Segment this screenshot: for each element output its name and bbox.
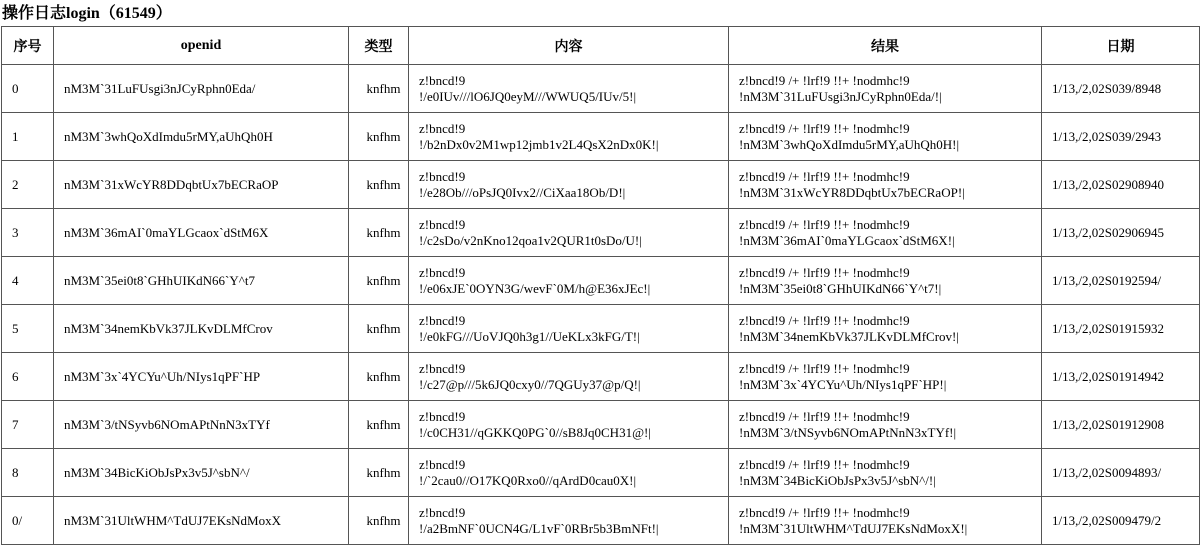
table-row xyxy=(2,161,1200,209)
content-line: z!bncd!9 xyxy=(419,312,466,328)
cell-result xyxy=(729,257,1042,305)
content-line: !/e0IUv///lO6JQ0eyM///WWUQ5/IUv/5!| xyxy=(419,88,637,104)
content-line: !/c0CH31//qGKKQ0PG`0//sB8Jq0CH31@!| xyxy=(419,424,651,440)
result-line: z!bncd!9 /+ !lrf!9 !!+ !nodmhc!9 xyxy=(739,456,910,472)
table-row xyxy=(2,353,1200,401)
result-line: !nM3M`31xWcYR8DDqbtUx7bECRaOP!| xyxy=(739,184,965,200)
cell-index: 1 xyxy=(2,113,54,161)
cell-type: knfhm xyxy=(349,209,409,257)
cell-date: 1/13,/2,02S01915932 xyxy=(1042,305,1200,353)
table-header-row xyxy=(2,27,1200,65)
cell-result xyxy=(729,401,1042,449)
cell-date: 1/13,/2,02S039/8948 xyxy=(1042,65,1200,113)
column-header-index: 序号 xyxy=(2,27,54,65)
cell-content xyxy=(409,449,729,497)
cell-date: 1/13,/2,02S01914942 xyxy=(1042,353,1200,401)
result-line: !nM3M`35ei0t8`GHhUIKdN66`Y^t7!| xyxy=(739,280,942,296)
cell-openid: nM3M`3x`4YCYu^Uh/NIys1qPF`HP xyxy=(54,353,349,401)
content-line: z!bncd!9 xyxy=(419,168,466,184)
result-line: z!bncd!9 /+ !lrf!9 !!+ !nodmhc!9 xyxy=(739,120,910,136)
content-line: !/b2nDx0v2M1wp12jmb1v2L4QsX2nDx0K!| xyxy=(419,136,659,152)
cell-openid: nM3M`35ei0t8`GHhUIKdN66`Y^t7 xyxy=(54,257,349,305)
cell-index: 4 xyxy=(2,257,54,305)
content-line: z!bncd!9 xyxy=(419,72,466,88)
result-line: !nM3M`34nemKbVk37JLKvDLMfCrov!| xyxy=(739,328,959,344)
result-line: z!bncd!9 /+ !lrf!9 !!+ !nodmhc!9 xyxy=(739,504,910,520)
cell-type: knfhm xyxy=(349,497,409,545)
cell-type: knfhm xyxy=(349,113,409,161)
cell-content xyxy=(409,161,729,209)
content-line: !/c27@p///5k6JQ0cxy0//7QGUy37@p/Q!| xyxy=(419,376,641,392)
content-line: z!bncd!9 xyxy=(419,408,466,424)
result-line: !nM3M`3whQoXdImdu5rMY,aUhQh0H!| xyxy=(739,136,960,152)
result-line: !nM3M`3/tNSyvb6NOmAPtNnN3xTYf!| xyxy=(739,424,957,440)
table-row xyxy=(2,209,1200,257)
table-row xyxy=(2,257,1200,305)
content-line: z!bncd!9 xyxy=(419,504,466,520)
result-line: z!bncd!9 /+ !lrf!9 !!+ !nodmhc!9 xyxy=(739,312,910,328)
cell-type: knfhm xyxy=(349,449,409,497)
cell-content xyxy=(409,401,729,449)
content-line: !/`2cau0//O17KQ0Rxo0//qArdD0cau0X!| xyxy=(419,472,637,488)
content-line: !/e06xJE`0OYN3G/wevF`0M/h@E36xJEc!| xyxy=(419,280,651,296)
column-header-openid: openid xyxy=(54,27,349,65)
cell-type: knfhm xyxy=(349,161,409,209)
cell-openid: nM3M`31xWcYR8DDqbtUx7bECRaOP xyxy=(54,161,349,209)
cell-index: 0 xyxy=(2,65,54,113)
result-line: z!bncd!9 /+ !lrf!9 !!+ !nodmhc!9 xyxy=(739,168,910,184)
cell-content xyxy=(409,113,729,161)
column-header-content: 内容 xyxy=(409,27,729,65)
content-line: z!bncd!9 xyxy=(419,120,466,136)
cell-type: knfhm xyxy=(349,65,409,113)
content-line: !/e28Ob///oPsJQ0Ivx2//CiXaa18Ob/D!| xyxy=(419,184,626,200)
cell-result xyxy=(729,449,1042,497)
column-header-date: 日期 xyxy=(1042,27,1200,65)
column-header-result: 结果 xyxy=(729,27,1042,65)
cell-type: knfhm xyxy=(349,257,409,305)
content-line: !/a2BmNF`0UCN4G/L1vF`0RBr5b3BmNFt!| xyxy=(419,520,659,536)
result-line: !nM3M`34BicKiObJsPx3v5J^sbN^/!| xyxy=(739,472,936,488)
result-line: z!bncd!9 /+ !lrf!9 !!+ !nodmhc!9 xyxy=(739,360,910,376)
cell-openid: nM3M`31LuFUsgi3nJCyRphn0Eda/ xyxy=(54,65,349,113)
cell-type: knfhm xyxy=(349,305,409,353)
cell-openid: nM3M`3whQoXdImdu5rMY,aUhQh0H xyxy=(54,113,349,161)
cell-content xyxy=(409,257,729,305)
content-line: z!bncd!9 xyxy=(419,360,466,376)
cell-date: 1/13,/2,02S02906945 xyxy=(1042,209,1200,257)
cell-openid: nM3M`34nemKbVk37JLKvDLMfCrov xyxy=(54,305,349,353)
cell-result xyxy=(729,161,1042,209)
result-line: z!bncd!9 /+ !lrf!9 !!+ !nodmhc!9 xyxy=(739,408,910,424)
cell-openid: nM3M`34BicKiObJsPx3v5J^sbN^/ xyxy=(54,449,349,497)
cell-date: 1/13,/2,02S039/2943 xyxy=(1042,113,1200,161)
cell-result xyxy=(729,497,1042,545)
cell-type: knfhm xyxy=(349,353,409,401)
cell-date: 1/13,/2,02S0192594/ xyxy=(1042,257,1200,305)
page-title: 操作日志login（61549） xyxy=(2,5,172,22)
cell-index: 6 xyxy=(2,353,54,401)
result-line: z!bncd!9 /+ !lrf!9 !!+ !nodmhc!9 xyxy=(739,72,910,88)
content-line: z!bncd!9 xyxy=(419,216,466,232)
cell-index: 8 xyxy=(2,449,54,497)
cell-index: 3 xyxy=(2,209,54,257)
cell-content xyxy=(409,353,729,401)
cell-type: knfhm xyxy=(349,401,409,449)
cell-date: 1/13,/2,02S0094893/ xyxy=(1042,449,1200,497)
cell-openid: nM3M`36mAI`0maYLGcaox`dStM6X xyxy=(54,209,349,257)
cell-result xyxy=(729,353,1042,401)
result-line: !nM3M`36mAI`0maYLGcaox`dStM6X!| xyxy=(739,232,955,248)
content-line: !/e0kFG///UoVJQ0h3g1//UeKLx3kFG/T!| xyxy=(419,328,640,344)
cell-content xyxy=(409,65,729,113)
result-line: z!bncd!9 /+ !lrf!9 !!+ !nodmhc!9 xyxy=(739,264,910,280)
content-line: z!bncd!9 xyxy=(419,456,466,472)
cell-result xyxy=(729,113,1042,161)
content-line: z!bncd!9 xyxy=(419,264,466,280)
cell-openid: nM3M`3/tNSyvb6NOmAPtNnN3xTYf xyxy=(54,401,349,449)
cell-content xyxy=(409,305,729,353)
cell-result xyxy=(729,209,1042,257)
cell-result xyxy=(729,65,1042,113)
cell-index: 5 xyxy=(2,305,54,353)
log-table xyxy=(1,26,1200,545)
result-line: !nM3M`31LuFUsgi3nJCyRphn0Eda/!| xyxy=(739,88,942,104)
cell-index: 0/ xyxy=(2,497,54,545)
content-line: !/c2sDo/v2nKno12qoa1v2QUR1t0sDo/U!| xyxy=(419,232,642,248)
cell-index: 7 xyxy=(2,401,54,449)
table-row xyxy=(2,305,1200,353)
table-row xyxy=(2,449,1200,497)
table-row xyxy=(2,113,1200,161)
cell-openid: nM3M`31UltWHM^TdUJ7EKsNdMoxX xyxy=(54,497,349,545)
cell-content xyxy=(409,209,729,257)
result-line: !nM3M`31UltWHM^TdUJ7EKsNdMoxX!| xyxy=(739,520,968,536)
cell-date: 1/13,/2,02S01912908 xyxy=(1042,401,1200,449)
table-row xyxy=(2,401,1200,449)
column-header-type: 类型 xyxy=(349,27,409,65)
cell-date: 1/13,/2,02S02908940 xyxy=(1042,161,1200,209)
cell-date: 1/13,/2,02S009479/2 xyxy=(1042,497,1200,545)
cell-index: 2 xyxy=(2,161,54,209)
table-row xyxy=(2,65,1200,113)
result-line: z!bncd!9 /+ !lrf!9 !!+ !nodmhc!9 xyxy=(739,216,910,232)
table-row xyxy=(2,497,1200,545)
result-line: !nM3M`3x`4YCYu^Uh/NIys1qPF`HP!| xyxy=(739,376,947,392)
cell-result xyxy=(729,305,1042,353)
cell-content xyxy=(409,497,729,545)
